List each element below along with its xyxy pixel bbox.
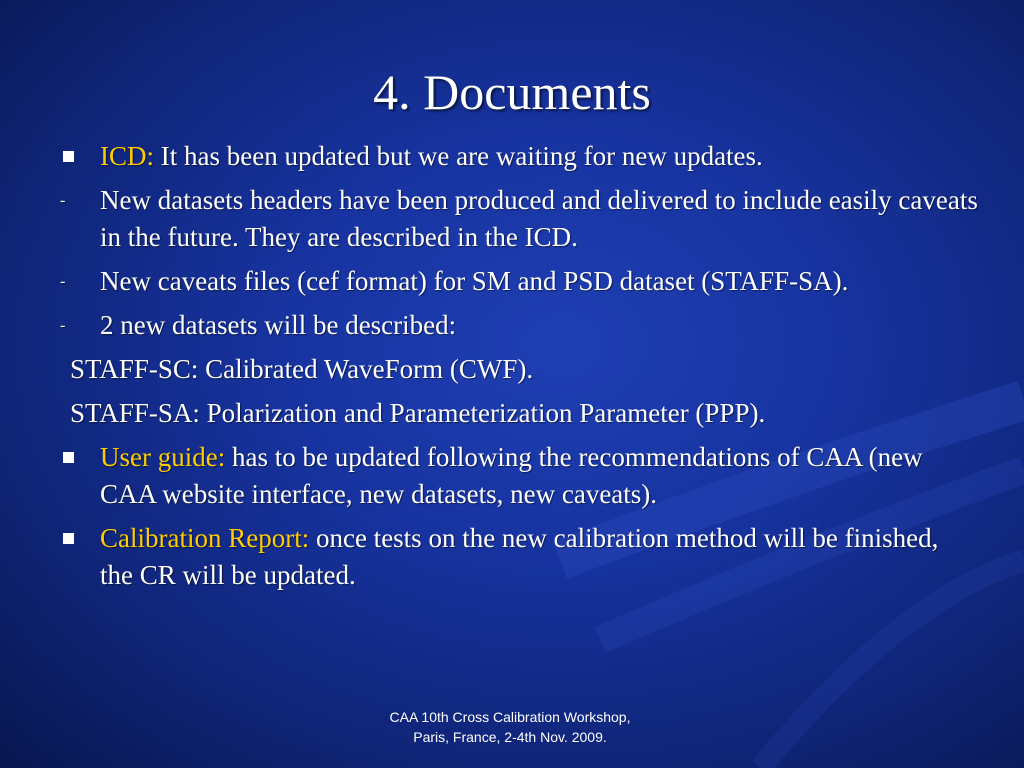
bullet-item-user-guide	[58, 439, 978, 513]
slide-title: 4. Documents	[373, 64, 651, 120]
bullet-text: It has been updated but we are waiting for new updates.	[154, 141, 763, 171]
dash-bullet-icon: -	[60, 192, 66, 209]
dash-bullet-icon: -	[60, 273, 66, 290]
bullet-item-icd	[58, 138, 978, 175]
dataset-line-staff-sa: STAFF-SA: Polarization and Parameterization Parameter (PPP).	[70, 398, 766, 428]
dataset-line-staff-sc: STAFF-SC: Calibrated WaveForm (CWF).	[70, 354, 534, 384]
square-bullet-icon	[63, 151, 74, 162]
dash-item-headers	[58, 182, 978, 256]
bullet-text: has to be updated following the recommendations of CAA (new CAA website interface, new datasets, new caveats).	[100, 442, 923, 509]
bullet-text: New caveats files (cef format) for SM and PSD dataset (STAFF-SA).	[100, 266, 849, 296]
dash-bullet-icon: -	[60, 317, 66, 334]
bullet-text: New datasets headers have been produced and delivered to include easily caveats in the future. They are described in the ICD.	[100, 185, 978, 252]
square-bullet-icon	[63, 533, 74, 544]
bullet-text: once tests on the new calibration method will be finished, the CR will be updated.	[100, 523, 939, 590]
bullet-label: User guide:	[100, 442, 226, 472]
bullet-item-calibration-report	[58, 520, 978, 594]
bullet-text: 2 new datasets will be described:	[100, 310, 457, 340]
square-bullet-icon	[63, 452, 74, 463]
bullet-list	[58, 138, 978, 594]
dash-item-new-datasets	[58, 307, 978, 344]
footer-line-1: CAA 10th Cross Calibration Workshop,	[389, 709, 631, 725]
bullet-label: Calibration Report:	[100, 523, 310, 553]
bullet-label: ICD:	[100, 141, 154, 171]
slide-footer	[345, 707, 675, 747]
footer-line-2: Paris, France, 2-4th Nov. 2009.	[413, 729, 607, 745]
dash-item-caveats	[58, 263, 978, 300]
